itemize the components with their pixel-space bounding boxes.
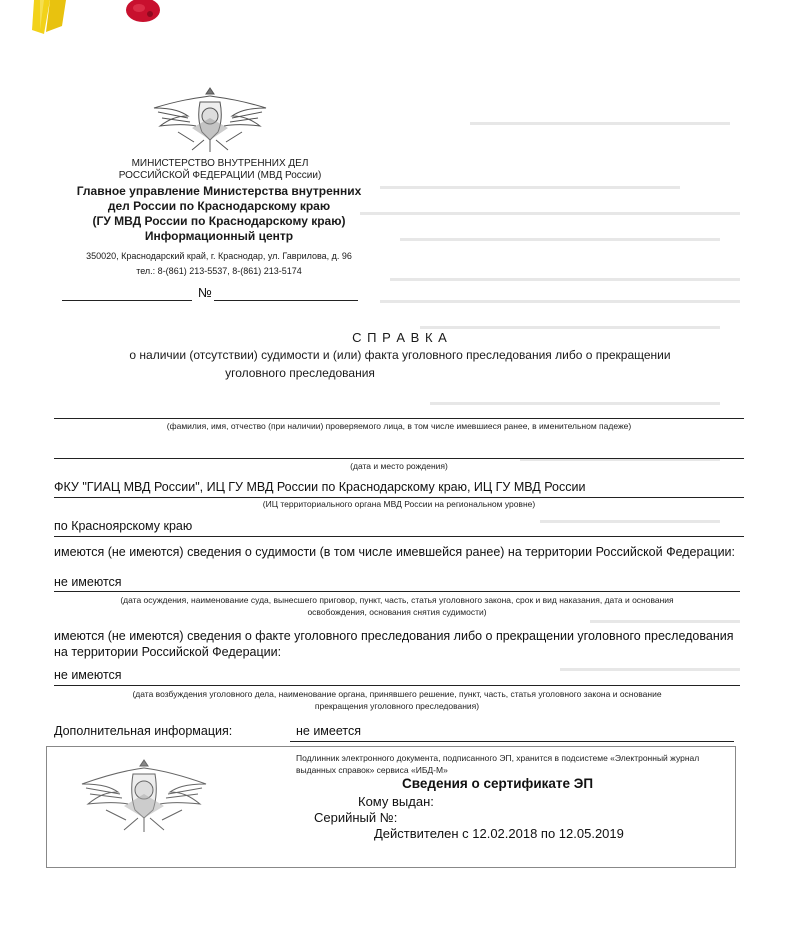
- certificate-heading: Сведения о сертификате ЭП: [402, 776, 594, 791]
- certificate-emblem-icon: [76, 756, 212, 834]
- department-line2: дел России по Краснодарскому краю: [107, 199, 331, 213]
- conviction-caption-line2: освобождения, основания снятия судимости): [307, 607, 487, 617]
- department-line3: (ГУ МВД России по Краснодарскому краю): [92, 214, 346, 228]
- title-subtitle-line1: о наличии (отсутствии) судимости и (или) факта уголовного преследования либо о прекращении: [129, 348, 671, 362]
- prosecution-caption-line2: прекращения уголовного преследования): [314, 701, 480, 711]
- additional-info-label: Дополнительная информация:: [54, 724, 233, 738]
- prosecution-answer: не имеются: [54, 668, 122, 682]
- conviction-caption-line1: (дата осуждения, наименование суда, вынесшего приговор, пункт, часть, статья уголовного закона, срок и вид наказания, дата и основания: [120, 595, 674, 605]
- department-line1: Главное управление Министерства внутренних: [76, 184, 362, 198]
- certificate-issued-to: Кому выдан:: [358, 794, 434, 809]
- organ-value-line1: ФКУ "ГИАЦ МВД России", ИЦ ГУ МВД России по Краснодарскому краю, ИЦ ГУ МВД России: [54, 480, 586, 494]
- yellow-ribbon-icon: [30, 0, 70, 41]
- organ-caption: (ИЦ территориального органа МВД России на региональном уровне): [262, 499, 536, 509]
- prosecution-caption-line1: (дата возбуждения уголовного дела, наименование органа, принявшего решение, пункт, часть, статья уголовного закона и основание: [132, 689, 662, 699]
- prosecution-question-line1: имеются (не имеются) сведения о факте уголовного преследования либо о прекращении уголовного преследования: [54, 629, 734, 643]
- double-headed-eagle-emblem-icon: [148, 82, 272, 154]
- conviction-question: имеются (не имеются) сведения о судимости (в том числе имевшейся ранее) на территории Российской Федерации:: [54, 545, 736, 559]
- document-title: С П Р А В К А: [352, 330, 448, 345]
- organ-value-line2: по Красноярскому краю: [54, 519, 193, 533]
- conviction-answer: не имеются: [54, 575, 122, 589]
- certificate-notice-line2: выданных справок» сервиса «ИБД-М»: [296, 765, 448, 775]
- certificate-validity: Действителен с 12.02.2018 по 12.05.2019: [374, 826, 624, 841]
- fio-caption: (фамилия, имя, отчество (при наличии) проверяемого лица, в том числе имевшиеся ранее, в именительном падеже): [166, 421, 632, 431]
- ministry-name-line1: МИНИСТЕРСТВО ВНУТРЕННИХ ДЕЛ: [131, 158, 309, 169]
- number-sign: №: [198, 285, 212, 300]
- title-subtitle-line2: уголовного преследования: [225, 366, 375, 380]
- birth-caption: (дата и место рождения): [350, 461, 448, 471]
- prosecution-question-line2: на территории Российской Федерации:: [54, 645, 282, 659]
- address: 350020, Краснодарский край, г. Краснодар, ул. Гаврилова, д. 96: [86, 251, 352, 261]
- department-line4: Информационный центр: [144, 229, 294, 243]
- additional-info-value: не имеется: [296, 724, 361, 738]
- certificate-serial: Серийный №:: [314, 810, 398, 825]
- ministry-name-line2: РОССИЙСКОЙ ФЕДЕРАЦИИ (МВД России): [118, 170, 322, 181]
- phone: тел.: 8-(861) 213-5537, 8-(861) 213-5174: [136, 266, 302, 276]
- certificate-notice-line1: Подлинник электронного документа, подписанного ЭП, хранится в подсистеме «Электронный журнал: [296, 753, 700, 763]
- red-wax-seal-icon: [124, 0, 162, 33]
